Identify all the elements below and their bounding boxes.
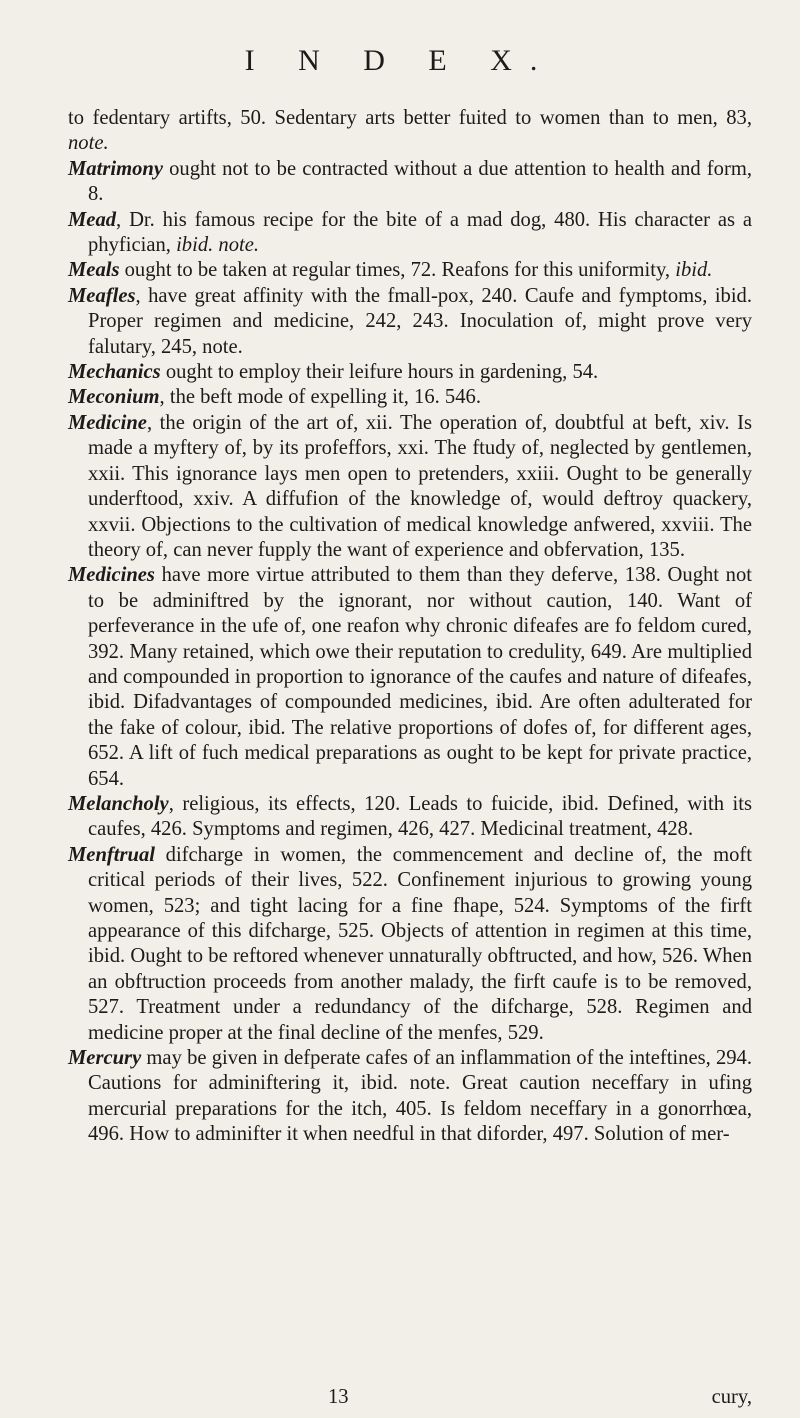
index-entry: Meals ought to be taken at regular times, 72. Reafons for this uniformity, ibid. xyxy=(68,259,713,282)
headword: Menftrual xyxy=(68,843,155,866)
index-entry: Medicine, the origin of the art of, xii. The operation of, doubtful at beft, xiv. Is made a myftery of, by its profeffors, xxi. The ftudy of, neglected by gentlemen, xxii. This ignorance lays men open to pretenders, xxiii. Ought to be generally underftood, xxiv. A diffufion of the knowledge of, would deftroy quackery, xxvii. Objections to the cultivation of medical knowledge anfwered, xxviii. The theory of, can never fupply the want of experience and obfervation, 135. xyxy=(68,411,752,561)
headword: Meals xyxy=(68,259,120,282)
index-entry: Matrimony ought not to be contracted without a due attention to health and form, 8. xyxy=(68,157,752,206)
headword: Mechanics xyxy=(68,361,161,384)
catchword: cury, xyxy=(711,1386,752,1408)
headword: Medicines xyxy=(68,564,155,587)
headword: Mead xyxy=(68,208,117,231)
index-entry: Melancholy, religious, its effects, 120. Leads to fuicide, ibid. Defined, with its caufes, 426. Symptoms and regimen, 426, 427. Medicinal treatment, 428. xyxy=(68,792,752,841)
index-body xyxy=(68,106,752,1148)
headword: Meafles xyxy=(68,284,136,307)
index-entry: Meconium, the beft mode of expelling it, 16. 546. xyxy=(68,386,481,409)
headword: Medicine xyxy=(68,411,147,434)
headword: Mercury xyxy=(68,1047,142,1070)
signature-mark: 13 xyxy=(328,1386,349,1408)
index-entry: Medicines have more virtue attributed to them than they deferve, 138. Ought not to be adminiftred by the ignorant, nor without caution, 140. Want of perfeverance in the ufe of, one reafon why chronic difeafes are fo feldom cured, 392. Many retained, which owe their reputation to credulity, 649. Are multiplied and compounded in proportion to ignorance of the caufes and nature of difeafes, ibid. Difadvantages of compounded medicines, ibid. Are often adulterated for the fake of colour, ibid. The relative proportions of dofes of, for different ages, 652. A lift of fuch medical preparations as ought to be kept for private practice, 654. xyxy=(68,564,752,790)
headword: Meconium xyxy=(68,386,160,409)
index-entry: Mechanics ought to employ their leifure hours in gardening, 54. xyxy=(68,361,599,384)
page-header: I N D E X. xyxy=(244,44,556,77)
headword: Matrimony xyxy=(68,157,163,180)
index-entry: to fedentary artifts, 50. Sedentary arts better fuited to women than to men, 83, note. xyxy=(68,107,752,155)
index-entry: Menftrual difcharge in women, the commencement and decline of, the moft critical periods of their lives, 522. Confinement injurious to growing young women, 523; and tight lacing for a fine fhape, 524. Symptoms of the firft appearance of this difcharge, 525. Objects of attention in regimen at this time, ibid. Ought to be reftored whenever unnaturally obftructed, and how, 526. When an obftruction proceeds from another malady, the firft caufe is to be removed, 527. Treatment under a redundancy of the difcharge, 528. Regimen and medicine proper at the final decline of the menfes, 529. xyxy=(68,843,752,1044)
headword: Melancholy xyxy=(68,792,169,815)
index-entry: Meafles, have great affinity with the fmall-pox, 240. Caufe and fymptoms, ibid. Proper regimen and medicine, 242, 243. Inoculation of, might prove very falutary, 245, note. xyxy=(68,284,752,358)
index-entry: Mercury may be given in defperate cafes of an inflammation of the inteftines, 294. Cautions for adminiftering it, ibid. note. Great caution neceffary in ufing mercurial preparations for the itch, 405. Is feldom neceffary in a gonorrhœa, 496. How to adminifter it when needful in that diforder, 497. Solution of mer- xyxy=(68,1047,752,1146)
index-entry: Mead, Dr. his famous recipe for the bite of a mad dog, 480. His character as a phyfician, ibid. note. xyxy=(68,208,752,257)
